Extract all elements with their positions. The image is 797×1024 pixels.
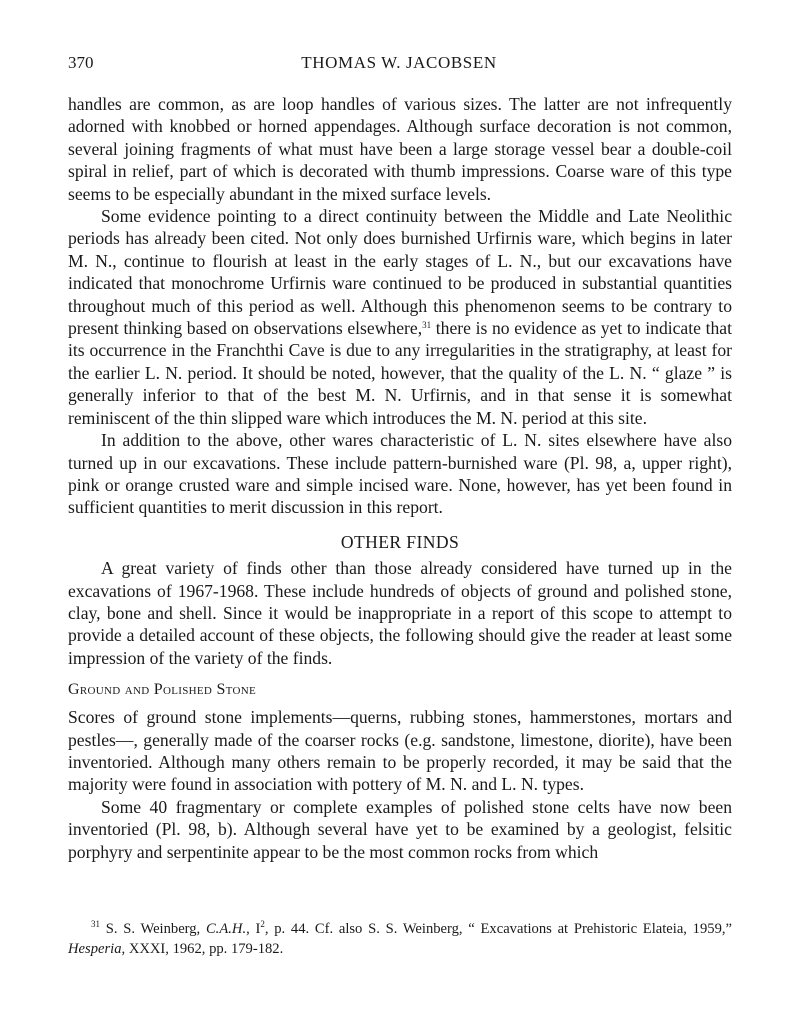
page-header bbox=[68, 53, 730, 77]
footnote-text: , I bbox=[246, 921, 261, 937]
footnote-text: , XXXI, 1962, pp. 179-182. bbox=[121, 940, 284, 957]
paragraph-polished-stone: Some 40 fragmentary or complete examples of polished stone celts have now been inventoried (Pl. 98, b). Although several have yet to be examined by a geologist, felsitic porphyry and serpentinite appear to be the most common rocks from which bbox=[68, 796, 732, 862]
running-head: THOMAS W. JACOBSEN bbox=[301, 53, 497, 72]
section-title: OTHER FINDS bbox=[340, 531, 460, 552]
paragraph-continued: handles are common, as are loop handles of various sizes. The latter are not infrequently adorned with knobbed or horned appendages. Although surface decoration is not common, several joining fragments of what must have been a large storage vessel bear a double-coil spiral in relief, part of which is decorated with thumb impressions. Coarse ware of this type seems to be especially abundant in the mixed surface levels. bbox=[68, 94, 732, 204]
footnote-number: 31 bbox=[91, 919, 100, 929]
paragraph-text: Some evidence pointing to a direct continuity between the Middle and Late Neolithic periods has already been cited. Not only does burnished Urfirnis ware, which begins in later M. N., continue to flourish at least in the early stages of L. N., but our excavations have indicated that monochrome Urfirnis ware continued to be produced in substantial quantities throughout much of this period as well. Although this phenomenon seems to be contrary to present thinking based on observations elsewhere, bbox=[68, 206, 732, 339]
main-text bbox=[68, 93, 732, 863]
footnote bbox=[68, 920, 732, 959]
paragraph-continuity bbox=[68, 205, 732, 429]
paragraph-text: there is no evidence as yet to indicate that its occurrence in the Franchthi Cave is due to any irregularities in the stratigraphy, at least for the earlier L. N. period. It should be noted, however, that the quality of the L. N. “ glaze ” is generally inferior to that of the best M. N. Urfirnis, and in that sense it is somewhat reminiscent of the thin slipped ware which introduces the M. N. period at this site. bbox=[68, 318, 732, 428]
paragraph-other-finds: A great variety of finds other than those already considered have turned up in the excavations of 1967-1968. These include hundreds of objects of ground and polished stone, clay, bone and shell. Since it would be inappropriate in a report of this scope to attempt to provide a detailed account of these objects, the following should give the reader at least some impression of the variety of the finds. bbox=[68, 558, 732, 668]
footnote-text: S. S. Weinberg, bbox=[100, 921, 206, 937]
footnote-edition: 2 bbox=[260, 919, 265, 929]
footnote-journal: Hesperia bbox=[68, 940, 122, 957]
paragraph-other-wares: In addition to the above, other wares characteristic of L. N. sites elsewhere have also turned up in our excavations. These include pattern-burnished ware (Pl. 98, a, upper right), pink or orange crusted ware and simple incised ware. None, however, has yet been found in sufficient quantities to merit discussion in this report. bbox=[68, 430, 732, 518]
subsection-title: Ground and Polished Stone bbox=[68, 681, 256, 699]
footnote-text: , p. 44. Cf. also S. S. Weinberg, “ Excavations at Prehistoric Elateia, 1959,” bbox=[264, 921, 732, 937]
footnote-reference: 31 bbox=[422, 320, 432, 331]
page-number: 370 bbox=[68, 53, 94, 72]
paragraph-ground-stone: Scores of ground stone implements—querns, rubbing stones, hammerstones, mortars and pestles—, generally made of the coarser rocks (e.g. sandstone, limestone, diorite), have been inventoried. Although many others remain to be properly recorded, it may be said that the majority were found in association with pottery of M. N. and L. N. types. bbox=[68, 707, 732, 795]
footnote-citation-title: C.A.H. bbox=[205, 921, 247, 937]
